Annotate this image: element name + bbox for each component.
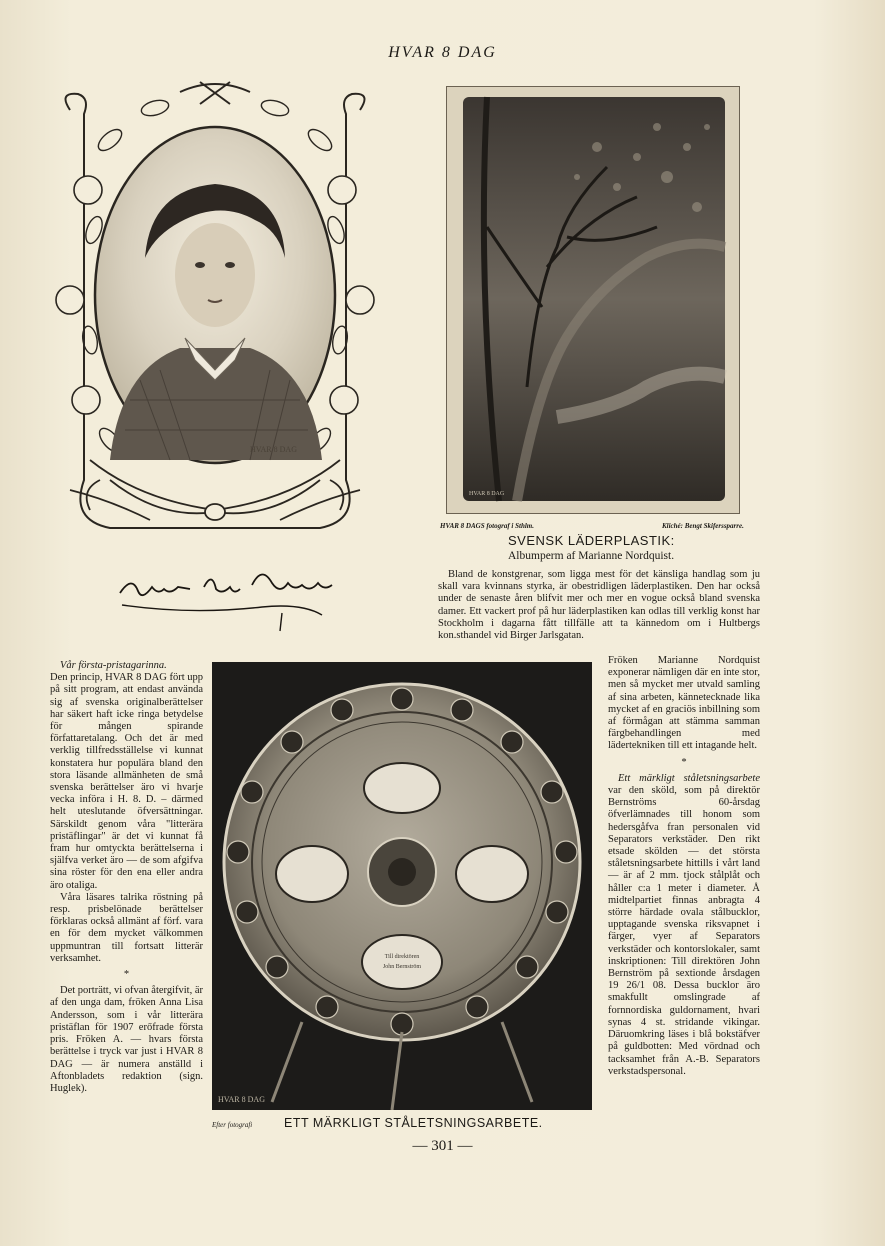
plate-article-text: var den sköld, som på direktör Bernströms 60-årsdag öfverlämnades till honom som hedersgåfva fran personalen vid Separators verkstäder. Den rikt etsade skölden — det största ståletsningsarbete hittills i vårt land — är af 2 mm. tjock stålplåt och håller c:a 1 meter i diameter. Å midtelpartiet finnas anbragta 4 större härdade ovala stålbucklor, upptagande svenska riksvapnet i färger, vyer af Separators verkstäder och kontorslokaler, samt inskriptionen: Till direktören John Bernström på sextionde årsdagen 19 26/1 08. Dessa bucklor äro smakfullt omslingrade af fornnordiska guldornament, hvari synas 4 st. stridande vikingar. Däruomkring läses i blå bokstäfver på guldbotten: Med vördnad och tacksamhet från A.-B. Separators verkstadspersonal. [608,785,760,1077]
article-subtitle: Albumperm af Marianne Nordquist. [508,550,675,562]
leather-plastic-image [447,87,739,513]
portrait-watermark: HVAR 8 DAG [250,445,297,454]
leather-album-photo [446,86,740,514]
bottom-bow [70,460,360,520]
oval-inscription-1: Till direktören [384,954,420,960]
plate-photo-credit: Efter fotografi [212,1121,253,1129]
article-title: SVENSK LÄDERPLASTIK: [508,533,675,548]
article-narrow-column: Fröken Marianne Nordquist exponerar nämligen där en inte stor, men så mycket mer utvald samling af sina arbeten, kännetecknade lika mycket af en graciös inbillning som af förmågan att stämma samman färgbehandlingen med lädertekniken till ett intagande helt. * Ett märkligt ståletsningsarbete var den sköld, som på direktör Bernströms 60-årsdag öfverlämnades till honom som hedersgåfva fran personalen vid Separators verkstäder. Den rikt etsade skölden — det största ståletsningsarbete hittills i vårt land — är af 2 mm. tjock stålplåt och håller c:a 1 meter i diameter. Å midtelpartiet finnas anbragta 4 större härdade ovala stålbucklor, upptagande svenska riksvapnet i färger, vyer af Separators verkstäder och kontorslokaler, samt inskriptionen: Till direktören John Bernström på sextionde årsdagen 19 26/1 08. Dessa bucklor äro smakfullt omslingrade af fornnordiska guldornament, hvari synas 4 st. stridande vikingar. Däruomkring läses i blå bokstäfver på guldbotten: Med vördnad och tacksamhet från A.-B. Separators verkstadspersonal. [608,655,760,1077]
separator-star-right: * [681,756,687,768]
separator-star-left: * [123,969,130,981]
portrait-illustration [50,80,380,535]
oval-inscription-2: John Bernström [382,964,422,970]
left-article-lead: Vår första-pristagarinna. [60,660,167,671]
steel-plate-image [212,662,592,1110]
left-article-paragraph-3: Det porträtt, vi ofvan återgifvit, är af den unga dam, fröken Anna Lisa Andersson, som i vår litterära pristäflan för 1907 erőfrade första pris. Fröken A. — hvars första berättelse i tryck var just i HVAR 8 DAG — är numera anställd i Aftonbladets redaktion (sign. Huglek). [50,985,203,1094]
plate-caption: ETT MÄRKLIGT STÅLETSNINGSARBETE. [284,1116,543,1130]
plate-watermark: HVAR 8 DAG [218,1095,265,1104]
page-number: — 301 — [412,1138,473,1154]
steel-plate-photo [212,662,592,1110]
leather-watermark: HVAR 8 DAG [469,491,505,497]
leather-photo-credit-right: Kliché: Bengt Skiferssparre. [662,522,744,530]
running-header: HVAR 8 DAG [388,44,497,61]
article-wide-paragraph: Bland de konstgrenar, som ligga mest för det känsliga handlag som ju skall vara kvinnans styrka, är obestridligen läderplastiken. Den har också under de senaste åren blifvit mer och mer en vogue också bland svenska damer. Ett vackert prof på hur läderplastiken kan odlas till verklig konst har Stockholm i dagarna fått tillfälle att ta kännedom om i Hultbergs kon.sthandel vid Birger Jarlsgatan. [438,569,760,642]
left-article-paragraph-1: Den princip, HVAR 8 DAG fört upp på sitt program, att endast använda sig af svenska originalberättelser har säkert haft icke ringa betydelse för mången spirande författaretalang. Och det är med verklig tillfredsställelse vi kunnat konstatera hur populära bland den stora läsande allmänheten de små svenska berättelser äro vi hvarje vecka införa i H. 8. D. – därmed helt uteslutande öfversättningar. Särskildt genom våra "litterära pristäflingar" är det vi kunnat få fram hur omtyckta berättelserna i själfva verket äro — de som afgifva sina röster för den ena eller andra äro otaliga. [50,672,203,891]
plate-article-lead: Ett märkligt ståletsningsarbete [618,772,760,784]
top-ribbon [180,82,250,104]
leather-photo-credit-left: HVAR 8 DAGS fotograf i Sthlm. [440,522,535,530]
left-article-paragraph-2: Våra läsares talrika röstning på resp. prisbelönade berättelser förklaras också allmänt af förf. vara en för dem mycket välkommen uppmuntran till fortsatt litterär verksamhet. [50,891,203,964]
article-left-column [50,660,203,1095]
handwritten-signature [112,565,342,635]
